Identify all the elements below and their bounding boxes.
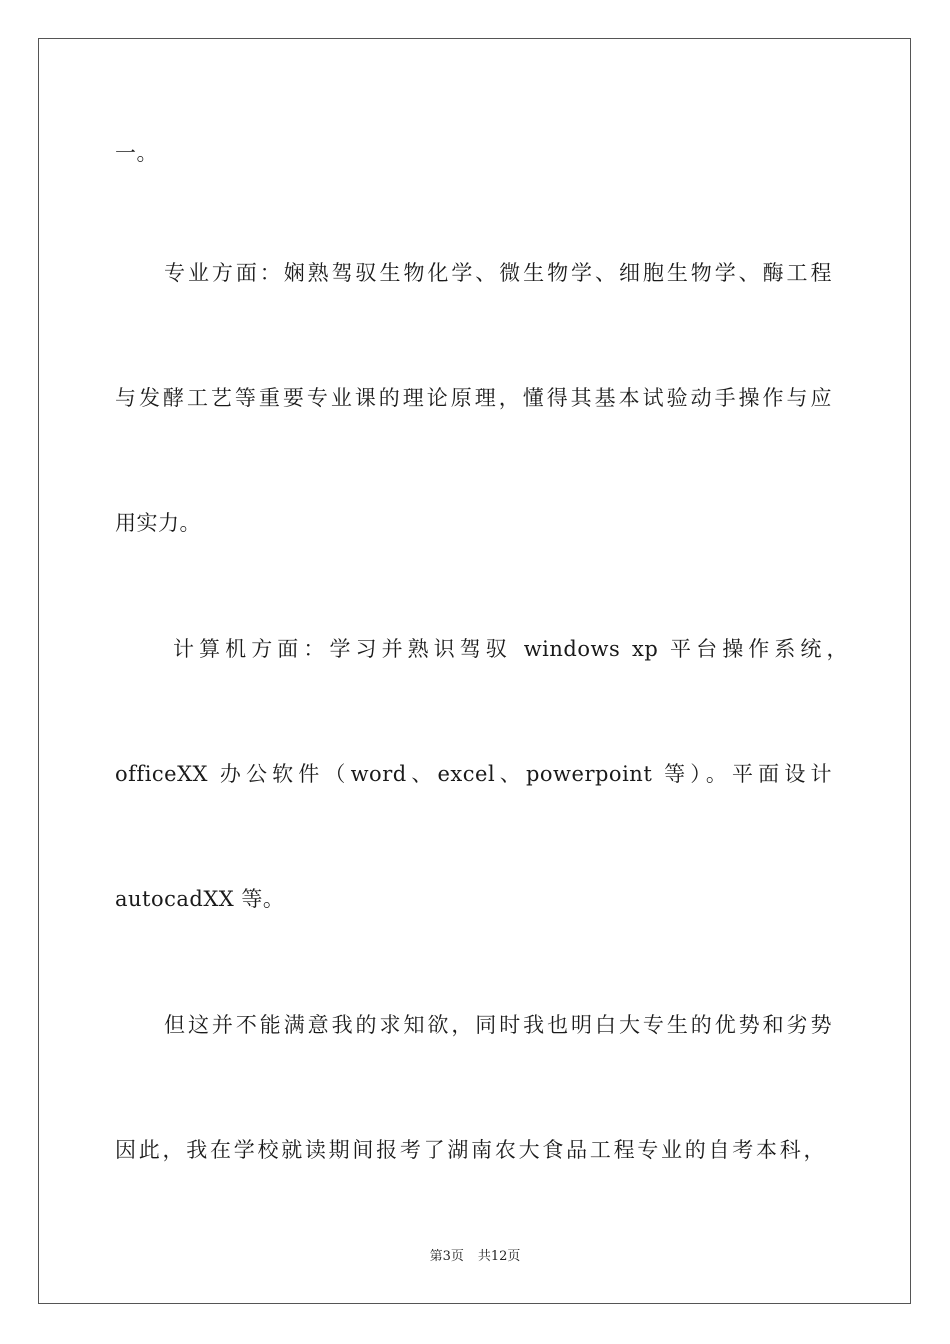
- text-line-9: 因此，我在学校就读期间报考了湖南农大食品工程专业的自考本科，: [115, 1138, 825, 1162]
- page-total: 共12页: [477, 1249, 521, 1264]
- text-line-4: 用实力。: [115, 511, 201, 535]
- text-line-8: 但这并不能满意我的求知欲，同时我也明白大专生的优势和劣势: [164, 1013, 832, 1037]
- text-line-1: 一。: [115, 141, 158, 165]
- page-number: 第3页: [429, 1249, 464, 1264]
- page-border: [38, 38, 911, 1304]
- text-line-3: 与发酵工艺等重要专业课的理论原理，懂得其基本试验动手操作与应: [115, 386, 832, 410]
- text-line-7: autocadXX 等。: [115, 887, 285, 911]
- text-line-6: officeXX 办公软件（word、excel、powerpoint 等）。平面设计: [115, 762, 832, 786]
- text-line-5: 计算机方面：学习并熟识驾驭 windows xp 平台操作系统，: [173, 637, 848, 661]
- page-footer: [0, 1248, 950, 1266]
- text-line-2: 专业方面：娴熟驾驭生物化学、微生物学、细胞生物学、酶工程: [164, 261, 832, 285]
